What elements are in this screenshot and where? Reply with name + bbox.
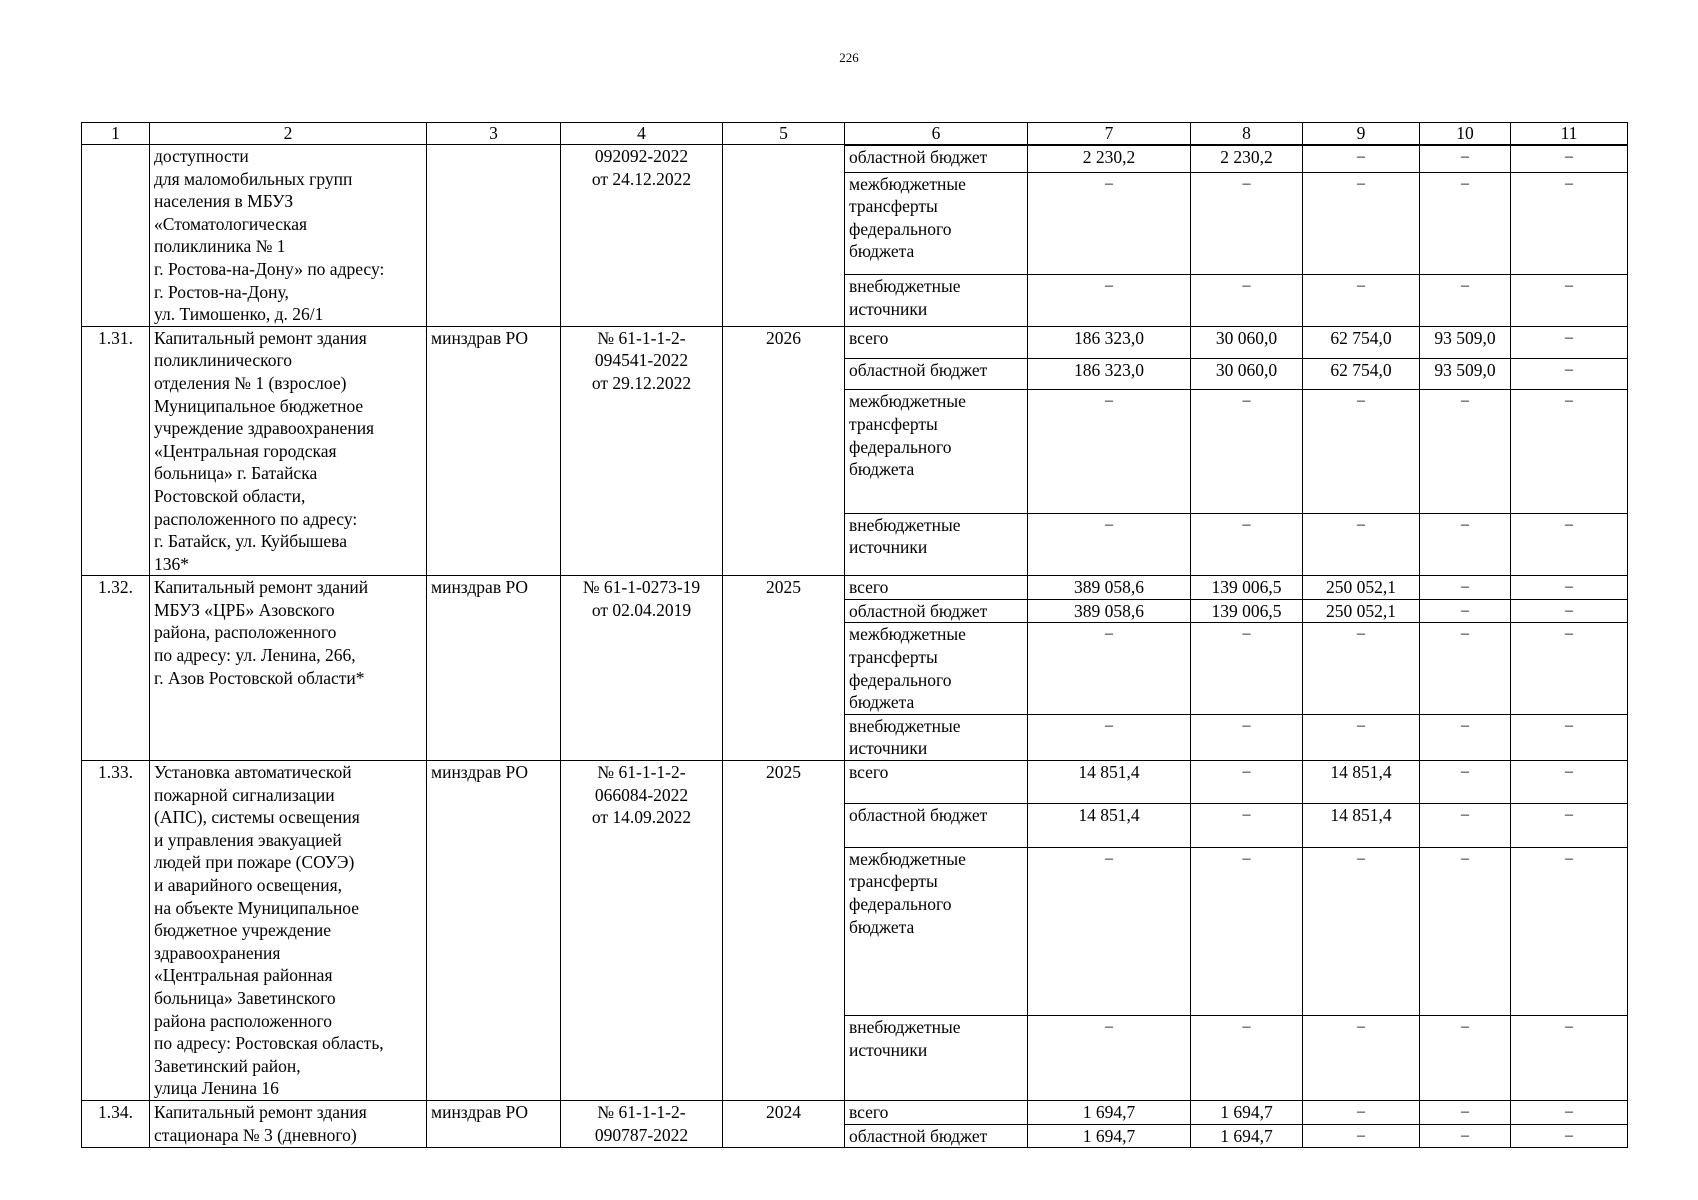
funding-source-cell <box>845 326 1028 358</box>
value-cell: – <box>1191 714 1303 760</box>
year-cell: 2024 <box>723 1100 845 1147</box>
value-cell: – <box>1511 714 1628 760</box>
funding-source-cell <box>845 1100 1028 1124</box>
value-cell: – <box>1303 1100 1420 1124</box>
funding-source-cell <box>845 804 1028 847</box>
value-cell: – <box>1511 1100 1628 1124</box>
value-cell: 139 006,5 <box>1191 576 1303 600</box>
funding-source-line: внебюджетные <box>849 275 961 296</box>
value-cell: – <box>1303 714 1420 760</box>
header-cell: 4 <box>561 123 723 145</box>
row-number-cell: 1.34. <box>82 1100 150 1147</box>
value-cell: 14 851,4 <box>1303 804 1420 847</box>
value-cell: – <box>1303 1015 1420 1100</box>
value-cell: – <box>1028 513 1191 575</box>
value-cell: 389 058,6 <box>1028 576 1191 600</box>
object-name-line: и управления эвакуацией <box>154 829 342 850</box>
value-cell: – <box>1420 1015 1511 1100</box>
year-cell <box>723 145 845 327</box>
funding-source-line: федерального <box>849 218 952 239</box>
value-cell: – <box>1303 1124 1420 1148</box>
header-cell: 2 <box>150 123 427 145</box>
object-name-cell <box>150 145 427 327</box>
document-line: № 61-1-1-2- <box>597 762 686 783</box>
object-name-line: Ростовской области, <box>154 485 306 506</box>
object-name-line: г. Ростов-на-Дону, <box>154 281 289 302</box>
funding-source-cell <box>845 390 1028 513</box>
executor-cell <box>427 145 561 327</box>
object-name-cell <box>150 326 427 576</box>
value-cell: – <box>1511 1015 1628 1100</box>
value-cell: – <box>1191 804 1303 847</box>
value-cell: – <box>1191 172 1303 274</box>
funding-source-line: трансферты <box>849 196 938 217</box>
value-cell: – <box>1511 146 1628 172</box>
value-cell: 93 509,0 <box>1420 358 1511 390</box>
header-cell: 6 <box>845 123 1028 145</box>
document-cell <box>561 145 723 327</box>
value-cell: 186 323,0 <box>1028 326 1191 358</box>
object-name-line: г. Батайск, ул. Куйбышева <box>154 531 347 552</box>
object-name-line: Капитальный ремонт здания <box>154 1101 367 1122</box>
value-cell: – <box>1420 599 1511 623</box>
value-cell: – <box>1420 146 1511 172</box>
value-cell: 2 230,2 <box>1028 146 1191 172</box>
value-cell: – <box>1303 146 1420 172</box>
value-cell: 186 323,0 <box>1028 358 1191 390</box>
year-cell: 2025 <box>723 761 845 1101</box>
document-line: от 02.04.2019 <box>591 599 692 620</box>
object-name-line: (АПС), системы освещения <box>154 807 360 828</box>
header-cell: 7 <box>1028 123 1191 145</box>
funding-source-line: областной бюджет <box>849 147 988 168</box>
value-cell: – <box>1420 1100 1511 1124</box>
object-name-line: «Центральная районная <box>154 965 333 986</box>
value-cell: – <box>1028 714 1191 760</box>
funding-source-line: областной бюджет <box>849 805 988 826</box>
value-cell: 30 060,0 <box>1191 358 1303 390</box>
funding-source-line: бюджета <box>849 459 915 480</box>
funding-source-cell <box>845 274 1028 326</box>
value-cell: 14 851,4 <box>1303 761 1420 804</box>
object-name-line: по адресу: ул. Ленина, 266, <box>154 645 356 666</box>
value-cell: – <box>1511 804 1628 847</box>
funding-source-line: внебюджетные <box>849 514 961 535</box>
object-name-line: района, расположенного <box>154 622 337 643</box>
document-line: № 61-1-1-2- <box>597 1101 686 1122</box>
funding-source-cell <box>845 623 1028 714</box>
row-number-cell: 1.32. <box>82 576 150 761</box>
object-name-line: больница» Заветинского <box>154 987 336 1008</box>
header-cell: 5 <box>723 123 845 145</box>
value-cell: – <box>1420 761 1511 804</box>
document-line: 094541-2022 <box>594 350 689 371</box>
header-cell: 8 <box>1191 123 1303 145</box>
value-cell: 14 851,4 <box>1028 761 1191 804</box>
header-cell: 10 <box>1420 123 1511 145</box>
executor-cell: минздрав РО <box>427 326 561 576</box>
document-cell <box>561 761 723 1101</box>
value-cell: 1 694,7 <box>1191 1124 1303 1148</box>
document-line: от 14.09.2022 <box>591 807 692 828</box>
funding-source-line: внебюджетные <box>849 1016 961 1037</box>
value-cell: – <box>1303 847 1420 1015</box>
document-line: 066084-2022 <box>594 784 689 805</box>
executor-cell: минздрав РО <box>427 1100 561 1147</box>
object-name-line: на объекте Муниципальное <box>154 897 360 918</box>
row-number-cell: 1.33. <box>82 761 150 1101</box>
funding-source-cell <box>845 146 1028 172</box>
value-cell: 250 052,1 <box>1303 599 1420 623</box>
document-cell <box>561 576 723 761</box>
value-cell: – <box>1511 623 1628 714</box>
funding-source-line: областной бюджет <box>849 600 988 621</box>
object-name-cell <box>150 576 427 761</box>
object-name-line: Муниципальное бюджетное <box>154 395 364 416</box>
value-cell: 93 509,0 <box>1420 326 1511 358</box>
object-name-line: поликлинического <box>154 350 292 371</box>
value-cell: – <box>1303 623 1420 714</box>
object-name-line: ул. Тимошенко, д. 26/1 <box>154 304 324 325</box>
funding-source-line: всего <box>849 577 889 598</box>
value-cell: – <box>1028 1015 1191 1100</box>
document-line: № 61-1-1-2- <box>597 327 686 348</box>
funding-source-line: бюджета <box>849 692 915 713</box>
value-cell: – <box>1511 1124 1628 1148</box>
funding-source-cell <box>845 714 1028 760</box>
value-cell: – <box>1420 513 1511 575</box>
funding-source-line: межбюджетные <box>849 391 966 412</box>
funding-source-line: всего <box>849 1101 889 1122</box>
value-cell: – <box>1420 390 1511 513</box>
value-cell: 250 052,1 <box>1303 576 1420 600</box>
value-cell: – <box>1191 623 1303 714</box>
funding-source-cell <box>845 761 1028 804</box>
object-name-line: 136* <box>154 553 189 574</box>
funding-source-line: трансферты <box>849 647 938 668</box>
value-cell: 2 230,2 <box>1191 146 1303 172</box>
page-number: 226 <box>839 50 859 65</box>
object-name-line: «Стоматологическая <box>154 213 308 234</box>
budget-table <box>81 122 1628 1148</box>
table-row <box>82 326 1628 358</box>
value-cell: – <box>1420 804 1511 847</box>
value-cell: – <box>1511 761 1628 804</box>
value-cell: 1 694,7 <box>1191 1100 1303 1124</box>
value-cell: 30 060,0 <box>1191 326 1303 358</box>
object-name-line: пожарной сигнализации <box>154 784 335 805</box>
value-cell: – <box>1511 326 1628 358</box>
object-name-line: больница» г. Батайска <box>154 463 318 484</box>
object-name-line: Капитальный ремонт зданий <box>154 577 369 598</box>
funding-source-cell <box>845 599 1028 623</box>
year-cell: 2026 <box>723 326 845 576</box>
value-cell: – <box>1303 172 1420 274</box>
funding-source-line: трансферты <box>849 871 938 892</box>
value-cell: – <box>1028 172 1191 274</box>
document-line: 092092-2022 <box>594 146 689 166</box>
funding-source-line: межбюджетные <box>849 624 966 645</box>
executor-cell: минздрав РО <box>427 576 561 761</box>
document-line: № 61-1-0273-19 <box>582 577 701 598</box>
object-name-line: по адресу: Ростовская область, <box>154 1033 384 1054</box>
value-cell: – <box>1511 390 1628 513</box>
value-cell: – <box>1511 358 1628 390</box>
object-name-line: учреждение здравоохранения <box>154 418 375 439</box>
header-row <box>82 123 1628 145</box>
funding-source-line: бюджета <box>849 916 915 937</box>
object-name-line: «Центральная городская <box>154 440 337 461</box>
value-cell: – <box>1191 1015 1303 1100</box>
year-cell: 2025 <box>723 576 845 761</box>
value-cell: – <box>1191 847 1303 1015</box>
object-name-line: Установка автоматической <box>154 762 352 783</box>
object-name-cell <box>150 761 427 1101</box>
value-cell: 14 851,4 <box>1028 804 1191 847</box>
value-cell: 139 006,5 <box>1191 599 1303 623</box>
object-name-line: отделения № 1 (взрослое) <box>154 372 347 393</box>
value-cell: – <box>1511 513 1628 575</box>
object-name-line: и аварийного освещения, <box>154 875 343 895</box>
value-cell: – <box>1028 390 1191 513</box>
object-name-line: Заветинский район, <box>154 1055 301 1076</box>
value-cell: – <box>1028 847 1191 1015</box>
value-cell: – <box>1511 599 1628 623</box>
value-cell: – <box>1028 274 1191 326</box>
object-name-line: для маломобильных групп <box>154 168 353 189</box>
value-cell: 1 694,7 <box>1028 1100 1191 1124</box>
funding-source-line: областной бюджет <box>849 1125 988 1146</box>
value-cell: – <box>1420 714 1511 760</box>
value-cell: 389 058,6 <box>1028 599 1191 623</box>
funding-source-cell <box>845 576 1028 600</box>
value-cell: – <box>1191 513 1303 575</box>
header-cell: 1 <box>82 123 150 145</box>
header-cell: 11 <box>1511 123 1628 145</box>
funding-source-line: источники <box>849 298 928 319</box>
funding-source-line: бюджета <box>849 241 915 262</box>
funding-source-line: источники <box>849 537 928 558</box>
funding-source-line: источники <box>849 738 928 759</box>
funding-source-line: всего <box>849 327 889 348</box>
object-name-line: бюджетное учреждение <box>154 920 332 941</box>
funding-source-line: областной бюджет <box>849 359 988 380</box>
table-body <box>82 123 1628 1148</box>
object-name-line: г. Азов Ростовской области* <box>154 667 365 688</box>
document-line: 090787-2022 <box>594 1124 689 1145</box>
document-cell <box>561 326 723 576</box>
funding-source-cell <box>845 847 1028 1015</box>
object-name-line: здравоохранения <box>154 942 281 963</box>
funding-source-cell <box>845 1124 1028 1148</box>
object-name-line: поликлиника № 1 <box>154 236 286 257</box>
funding-source-line: межбюджетные <box>849 173 966 194</box>
object-name-line: стационара № 3 (дневного) <box>154 1124 357 1145</box>
object-name-line: улица Ленина 16 <box>154 1078 279 1099</box>
object-name-line: расположенного по адресу: <box>154 508 358 529</box>
value-cell: – <box>1191 390 1303 513</box>
funding-source-cell <box>845 358 1028 390</box>
funding-source-line: федерального <box>849 894 952 915</box>
document-cell <box>561 1100 723 1147</box>
value-cell: 62 754,0 <box>1303 326 1420 358</box>
funding-source-line: межбюджетные <box>849 848 966 869</box>
object-name-line: г. Ростова-на-Дону» по адресу: <box>154 258 385 279</box>
document-line: от 29.12.2022 <box>591 372 692 393</box>
funding-source-cell <box>845 1015 1028 1100</box>
object-name-cell <box>150 1100 427 1147</box>
value-cell: – <box>1303 513 1420 575</box>
value-cell: – <box>1303 274 1420 326</box>
table-row <box>82 1100 1628 1124</box>
object-name-line: населения в МБУЗ <box>154 191 294 212</box>
header-cell: 3 <box>427 123 561 145</box>
funding-source-cell <box>845 172 1028 274</box>
funding-source-cell <box>845 513 1028 575</box>
funding-source-line: всего <box>849 762 889 783</box>
value-cell: – <box>1420 847 1511 1015</box>
object-name-line: МБУЗ «ЦРБ» Азовского <box>154 599 335 620</box>
object-name-line: людей при пожаре (СОУЭ) <box>154 852 355 873</box>
value-cell: – <box>1420 576 1511 600</box>
table-row <box>82 761 1628 804</box>
value-cell: – <box>1420 623 1511 714</box>
document-line: от 24.12.2022 <box>591 168 692 189</box>
value-cell: – <box>1511 274 1628 326</box>
funding-source-line: трансферты <box>849 414 938 435</box>
object-name-line: Капитальный ремонт здания <box>154 327 367 348</box>
row-number-cell <box>82 145 150 327</box>
value-cell: – <box>1511 576 1628 600</box>
value-cell: – <box>1303 390 1420 513</box>
funding-source-line: федерального <box>849 669 952 690</box>
value-cell: – <box>1420 1124 1511 1148</box>
table-row <box>82 576 1628 600</box>
funding-source-line: источники <box>849 1039 928 1060</box>
value-cell: – <box>1511 847 1628 1015</box>
funding-source-line: федерального <box>849 436 952 457</box>
value-cell: – <box>1420 172 1511 274</box>
funding-source-line: внебюджетные <box>849 715 961 736</box>
value-cell: – <box>1511 172 1628 274</box>
value-cell: – <box>1191 274 1303 326</box>
row-number-cell: 1.31. <box>82 326 150 576</box>
value-cell: – <box>1191 761 1303 804</box>
value-cell: – <box>1028 623 1191 714</box>
object-name-line: района расположенного <box>154 1010 332 1031</box>
value-cell: 1 694,7 <box>1028 1124 1191 1148</box>
object-name-line: доступности <box>154 146 249 166</box>
header-cell: 9 <box>1303 123 1420 145</box>
executor-cell: минздрав РО <box>427 761 561 1101</box>
value-cell: – <box>1420 274 1511 326</box>
value-cell: 62 754,0 <box>1303 358 1420 390</box>
